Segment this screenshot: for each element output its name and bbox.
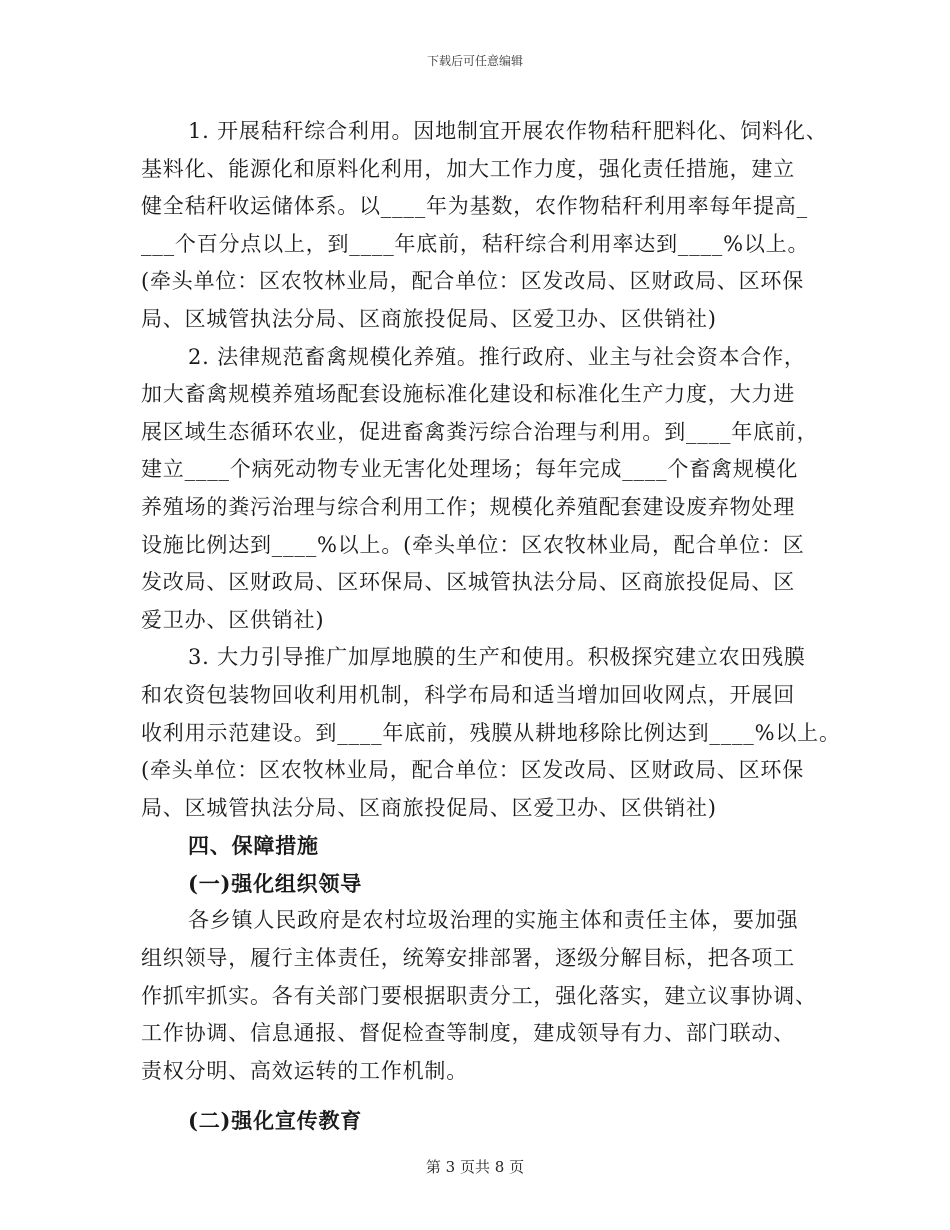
paragraph-line: 责权分明、高效运转的工作机制。	[141, 1058, 468, 1083]
page-header: 下载后可任意编辑	[426, 54, 523, 68]
paragraph-line: 和农资包装物回收利用机制，科学布局和适当增加回收网点，开展回	[141, 682, 795, 707]
section-heading: 四、保障措施	[188, 833, 319, 859]
paragraph-line: 展区域生态循环农业，促进畜禽粪污综合治理与利用。到____年底前，	[141, 419, 819, 444]
paragraph-line: 各乡镇人民政府是农村垃圾治理的实施主体和责任主体，要加强	[188, 908, 799, 933]
paragraph-line: 作抓牢抓实。各有关部门要根据职责分工，强化落实，建立议事协调、	[141, 983, 817, 1008]
paragraph-line: 爱卫办、区供销社)	[141, 607, 325, 632]
paragraph-line: (牵头单位：区农牧林业局，配合单位：区发改局、区财政局、区环保	[141, 758, 804, 783]
paragraph-line: 组织领导，履行主体责任，统筹安排部署，逐级分解目标，把各项工	[141, 946, 795, 971]
paragraph-line: ___个百分点以上，到____年底前，秸秆综合利用率达到____%以上。	[141, 231, 810, 256]
page-footer: 第 3 页共 8 页	[425, 1158, 525, 1176]
subsection-heading: (一)强化组织领导	[188, 870, 363, 896]
paragraph-line: 建立____个病死动物专业无害化处理场；每年完成____个畜禽规模化	[141, 457, 799, 482]
paragraph-line: 工作协调、信息通报、督促检查等制度，建成领导有力、部门联动、	[141, 1021, 795, 1046]
paragraph-line: 1. 开展秸秆综合利用。因地制宜开展农作物秸秆肥料化、饲料化、	[188, 119, 828, 143]
paragraph-line: 发改局、区财政局、区环保局、区城管执法分局、区商旅投促局、区	[141, 570, 795, 595]
paragraph-line: 加大畜禽规模养殖场配套设施标准化建设和标准化生产力度，大力进	[141, 382, 795, 407]
paragraph-line: 局、区城管执法分局、区商旅投促局、区爱卫办、区供销社)	[141, 795, 717, 820]
paragraph-line: (牵头单位：区农牧林业局，配合单位：区发改局、区财政局、区环保	[141, 269, 804, 294]
paragraph-line: 基料化、能源化和原料化利用，加大工作力度，强化责任措施，建立	[141, 156, 795, 181]
paragraph-line: 3. 大力引导推广加厚地膜的生产和使用。积极探究建立农田残膜	[188, 645, 806, 670]
paragraph-line: 局、区城管执法分局、区商旅投促局、区爱卫办、区供销社)	[141, 306, 717, 331]
paragraph-line: 健全秸秆收运储体系。以____年为基数，农作物秸秆利用率每年提高_	[141, 194, 808, 219]
paragraph-line: 收利用示范建设。到____年底前，残膜从耕地移除比例达到____%以上。	[141, 720, 841, 745]
document-body	[141, 113, 841, 1140]
paragraph-line: 设施比例达到____%以上。(牵头单位：区农牧林业局，配合单位：区	[141, 532, 805, 557]
paragraph-line: 养殖场的粪污治理与综合利用工作；规模化养殖配套建设废弃物处理	[141, 494, 795, 519]
subsection-heading: (二)强化宣传教育	[188, 1108, 363, 1134]
paragraph-line: 2. 法律规范畜禽规模化养殖。推行政府、业主与社会资本合作，	[188, 344, 806, 369]
